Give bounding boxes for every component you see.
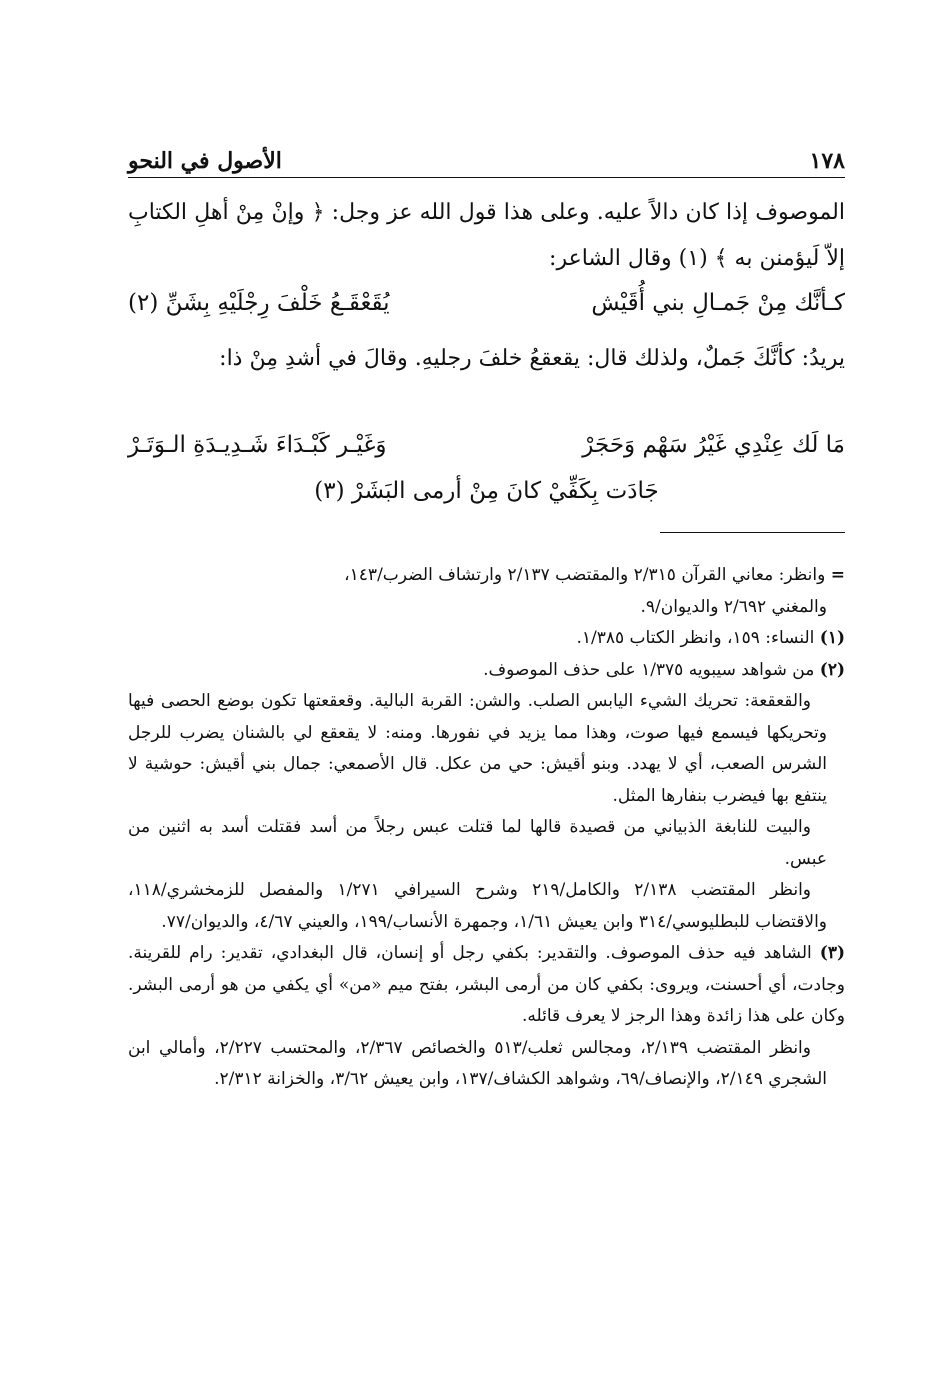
footnote-3 [128,938,845,1033]
footnote-1-number: (١) [819,628,845,648]
footnote-3-number: (٣) [819,943,846,963]
verse-1-first-hemistich: كـأنَّك مِنْ جَمـالِ بني أُقَيْش [591,290,845,316]
footnote-2-paragraph-1: والقعقعة: تحريك الشيء اليابس الصلب. والشن: القربة البالية. وقعقعتها تكون بوضع الحصى فيها وتحريكها فيسمع فيها صوت، وهذا مما يزيد في نفورها. ومنه: لا يقعقع لي بالشنان يضرب للرجل الشرس الصعب، أي لا يهدد. وبنو أقيش: حي من عكل. قال الأصمعي: جمال بني أقيش: حوشية لا ينتفع بها فيضرب بنفارها المثل. [128,691,827,806]
page-header [128,138,845,174]
verse-2-first-hemistich: مَا لَك عِنْدِي غَيْرُ سَهْم وَحَجَرْ [582,432,845,458]
running-title: الأصول في النحو [128,148,282,174]
verse-2-second-hemistich: وَغَيْـر كَبْـدَاءَ شَـدِيـدَةِ الـوَتَـرْ [128,432,387,458]
footnote-2 [128,655,845,687]
continuation-marker: = [830,565,845,585]
footnote-1 [128,623,845,655]
footnotes [128,560,845,1096]
footnote-separator [660,532,845,533]
verse-1 [128,280,845,326]
main-text [128,190,845,282]
verse-1-second-hemistich: يُقَعْقَـعُ خَلْفَ رِجْلَيْهِ بِشَنِّ (٢) [128,290,390,316]
footnote-2-number: (٢) [819,659,845,680]
footnote-3-text: الشاهد فيه حذف الموصوف. والتقدير: بكفي رجل أو إنسان، قال البغدادي، تقدير: رام للقرينة. وجادت، أي أحسنت، ويروى: بكفي كان من أرمى البشر، بفتح ميم «من» أي يكفي من هو أرمى البشر. وكان على هذا زائدة وهذا الرجز لا يعرف قائله. [128,943,845,1026]
footnote-2-paragraph-3: وانظر المقتضب ٢/١٣٨ والكامل/٢١٩ وشرح السيرافي ١/٢٧١ والمفصل للزمخشري/١١٨، والاقتضاب للبطليوسي/٣١٤ وابن يعيش ١/٦١، وجمهرة الأنساب/١٩٩، والعيني ٤/٦٧، والديوان/٧٧. [128,880,827,932]
footnote-continued [128,560,845,592]
verse-2 [128,422,845,514]
paragraph-2: يريدُ: كأنَّكَ جَملٌ، ولذلك قال: يقعقعُ خلفَ رجليهِ. وقالَ في أشدِ مِنْ ذا: [219,346,845,371]
footnote-3-paragraph-2: وانظر المقتضب ٢/١٣٩، ومجالس ثعلب/٥١٣ والخصائص ٢/٣٦٧، والمحتسب ٢/٢٢٧، وأمالي ابن الشجري ٢/١٤٩، والإنصاف/٦٩، وشواهد الكشاف/١٣٧، وابن يعيش ٣/٦٢، والخزانة ٢/٣١٢. [128,1037,827,1089]
footnote-2-paragraph-2: والبيت للنابغة الذبياني من قصيدة قالها لما قتلت عبس رجلاً من أسد فقتلت أسد به اثنين من عبس. [128,817,827,869]
verse-2-third-line: جَادَت بِكَفِّيْ كانَ مِنْ أرمى البَشَرْ (٣) [314,478,659,504]
footnote-2-text: من شواهد سيبويه ١/٣٧٥ على حذف الموصوف. [483,659,815,680]
paragraph-1: الموصوف إذا كان دالاً عليه. وعلى هذا قول الله عز وجل: ﴿ وإنْ مِنْ أهلِ الكتابِ إلاّ لَيؤمنن به ﴾ (١) وقال الشاعر: [128,200,845,271]
footnote-continued-line-2: والمغني ٢/٦٩٢ والديوان/٩. [640,596,827,617]
header-rule [128,177,845,178]
footnote-continued-text: وانظر: معاني القرآن ٢/٣١٥ والمقتضب ٢/١٣٧ وارتشاف الضرب/١٤٣، [344,565,826,585]
page-number: ١٧٨ [809,148,845,174]
footnote-1-text: النساء: ١٥٩، وانظر الكتاب ١/٣٨٥. [576,628,815,648]
main-text-2 [128,336,845,382]
